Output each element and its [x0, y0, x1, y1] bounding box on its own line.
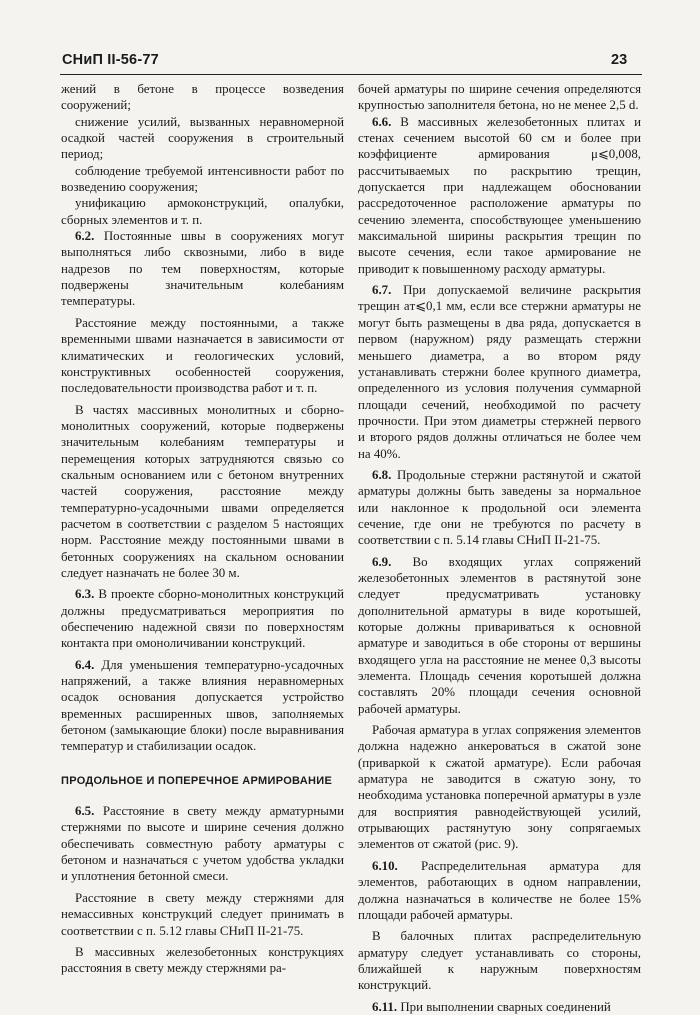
paragraph-text: В массивных железобетонных плитах и стенах сечением высотой 60 см и более при коэффициенте армирования μ⩽0,008, рассчитываемых по раскрытию трещин, допускается при надлежащем обосновании рассредоточенное расположение арматуры по сечению элемента, способствующее уменьшению максимальной ширины раскрытия трещин по высоте сечения, если такое армирование не приводит к повышенному расходу арматуры.: [358, 114, 641, 276]
paragraph: унификацию армоконструкций, опалубки, сборных элементов и т. п.: [61, 196, 344, 227]
header-rule: [60, 74, 642, 75]
paragraph: В массивных железобетонных конструкциях расстояния в свету между стержнями ра-: [61, 944, 344, 976]
paragraph: [61, 803, 344, 885]
clause-number: 6.10.: [372, 858, 398, 873]
paragraph-text: При выполнении сварных соединений: [400, 999, 611, 1014]
paragraph-text: Расстояние в свету между арматурными стержнями по высоте и ширине сечения должно обеспечивать совместную работу арматуры с бетоном и назначаться с учетом удобства укладки и уплотнения бетонной смеси.: [61, 804, 344, 884]
paragraph: [358, 282, 641, 462]
clause-number: 6.2.: [75, 229, 95, 244]
running-header: СНиП II-56-77: [62, 52, 159, 68]
right-column: [358, 81, 641, 1015]
section-heading: ПРОДОЛЬНОЕ И ПОПЕРЕЧНОЕ АРМИРОВАНИЕ: [61, 774, 333, 787]
paragraph: Рабочая арматура в углах сопряжения элементов должна надежно анкероваться в сжатой зоне (приваркой к сжатой арматуре). Если рабочая арматура не заводится в сжатую зону, то необходима установка поперечной арматуры в узле для восприятия равнодействующей усилий, отрывающих растянутую зону сопрягаемых элементов от сжатой (рис. 9).: [358, 723, 641, 852]
clause-number: 6.4.: [75, 657, 95, 672]
paragraph: [358, 114, 641, 277]
paragraph-text: Распределительная арматура для элементов, работающих в одном направлении, должна назначаться в количестве не более 15% площади рабочей арматуры.: [358, 858, 641, 922]
paragraph: бочей арматуры по ширине сечения определяются крупностью заполнителя бетона, но не менее 2,5 d.: [358, 82, 641, 113]
clause-number: 6.5.: [75, 804, 95, 819]
paragraph: соблюдение требуемой интенсивности работ по возведению сооружения;: [61, 163, 344, 195]
paragraph: снижение усилий, вызванных неравномерной осадкой частей сооружения в строительный период;: [61, 114, 344, 162]
paragraph: Расстояние между постоянными, а также временными швами назначается в зависимости от климатических и геологических условий, конструктивных особенностей сооружения, последовательности производства работ и т. п.: [61, 315, 344, 396]
clause-number: 6.6.: [372, 114, 392, 129]
paragraph: [358, 554, 641, 717]
paragraph: жений в бетоне в процессе возведения сооружений;: [61, 82, 344, 113]
paragraph: В балочных плитах распределительную арматуру следует устанавливать со стороны, ближайшей к наружным поверхностям конструкций.: [358, 929, 641, 993]
paragraph: В частях массивных монолитных и сборно-монолитных сооружений, которые подвержены значительным колебаниям температуры и перемещения которых затрудняются связью со скальным основанием или с бетоном внутренних частей сооружения, расстояние между температурно-усадочными швами определяется расчетом в соответствии с разделом 5 настоящих норм. Расстояние между постоянными швами в бетонных сооружениях на скальном основании следует назначать не более 30 м.: [61, 402, 344, 580]
paragraph-text: Продольные стержни растянутой и сжатой арматуры должны быть заведены за нормальное или наклонное к продольной оси элемента сечение, где они не требуются по расчету в соответствии с п. 5.14 главы СНиП II-21-75.: [358, 467, 641, 548]
paragraph: [358, 467, 641, 549]
left-column: [61, 81, 344, 977]
paragraph: Расстояние в свету между стержнями для немассивных конструкций следует принимать в соответствии с п. 5.12 главы СНиП II-21-75.: [61, 890, 344, 938]
clause-number: 6.3.: [75, 587, 95, 602]
paragraph: [358, 999, 641, 1015]
clause-number: 6.11.: [372, 999, 398, 1014]
paragraph: [61, 586, 344, 651]
paragraph-text: Постоянные швы в сооружениях могут выполняться либо сквозными, либо в виде надрезов по тем поверхностям, которые подвержены значительным колебаниям температуры.: [61, 229, 344, 309]
page-number: 23: [611, 52, 628, 68]
paragraph-text: Во входящих углах сопряжений железобетонных элементов в растянутой зоне следует предусматривать установку дополнительной арматуры в виде коротышей, которые должны привариваться к основной арматуре и заводиться в обе стороны от вершины входящего угла на расстояние не менее 0,3 высоты элемента. Площадь сечения коротышей должна составлять 20% площади сечения основной рабочей арматуры.: [358, 554, 641, 716]
paragraph-text: При допускаемой величине раскрытия трещин aт⩽0,1 мм, если все стержни арматуры не могут быть размещены в два ряда, допускается в первом (наружном) ряду размещать стержни меньшего диаметра, а во втором ряду устанавливать стержни более крупного диаметра, определенного из условия получения суммарной площади сечений, необходимой по расчету прочности. При этом диаметры стержней первого и второго рядов должны отличаться не более чем на 40%.: [358, 283, 641, 461]
paragraph: [61, 228, 344, 310]
paragraph: [61, 657, 344, 755]
paragraph-text: Для уменьшения температурно-усадочных напряжений, а также влияния неравномерных осадок основания допускается устройство временных расширенных швов, заполняемых бетоном (замыкающие блоки) после выравнивания температур и стабилизации осадок.: [61, 657, 344, 754]
paragraph-text: В проекте сборно-монолитных конструкций должны предусматриваться мероприятия по обеспечению надежной связи по поверхностям контакта при омоноличивании конструкций.: [61, 587, 344, 651]
paragraph: [358, 858, 641, 923]
clause-number: 6.8.: [372, 467, 392, 482]
clause-number: 6.7.: [372, 283, 392, 298]
clause-number: 6.9.: [372, 554, 392, 569]
